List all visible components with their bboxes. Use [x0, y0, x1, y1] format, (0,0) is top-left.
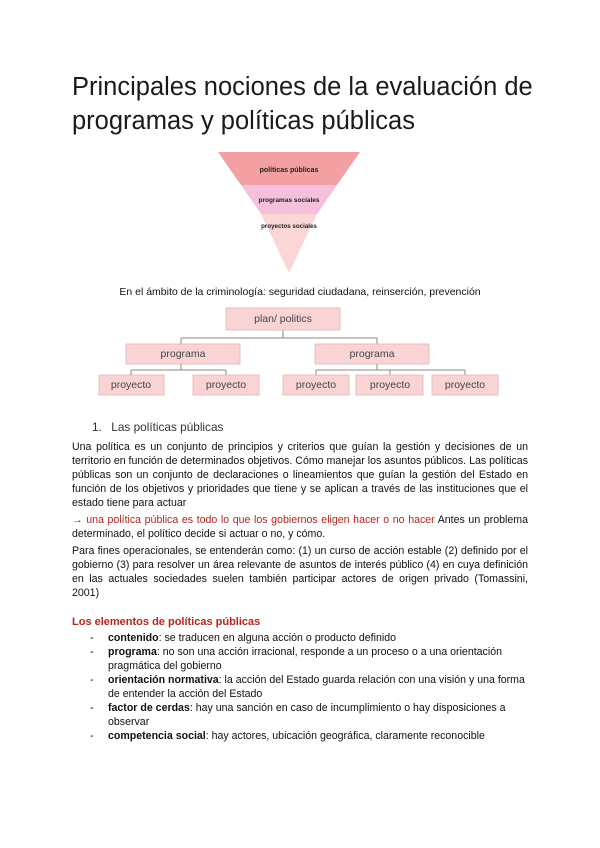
- elements-heading: Los elementos de políticas públicas: [72, 616, 261, 628]
- org-project-label-1: proyecto: [110, 379, 152, 391]
- org-program-label-1: programa: [160, 348, 206, 360]
- list-item: [72, 701, 528, 729]
- list-item: [72, 673, 528, 701]
- section-heading: [92, 420, 223, 434]
- list-item: [72, 631, 528, 645]
- element-text: : se traducen en alguna acción o producto definido: [158, 632, 396, 644]
- list-item: [72, 645, 528, 673]
- highlight-statement: → una política pública es todo lo que los gobiernos eligen hacer o no hacer: [72, 514, 435, 526]
- hierarchy-pyramid: [218, 152, 360, 274]
- bullet-dash: -: [90, 730, 94, 742]
- bullet-dash: -: [90, 646, 94, 658]
- bullet-dash: -: [90, 674, 94, 686]
- pyramid-label-programas: programas sociales: [258, 197, 320, 204]
- paragraph-operational: Para fines operacionales, se entenderán como: (1) un curso de acción estable (2) definido por el gobierno (3) para resolver un área relevante de asuntos de interés público (4) en cuya definición en las actuales sociedades suelen también participar actores de origen privado (Tomassini, 2001): [72, 545, 528, 599]
- element-term: factor de cerdas: [108, 702, 190, 714]
- list-item: [72, 729, 528, 743]
- section-number: 1.: [92, 420, 102, 434]
- elements-list: [72, 631, 528, 743]
- org-program-label-2: programa: [349, 348, 395, 360]
- element-term: orientación normativa: [108, 674, 219, 686]
- element-text: : hay una sanción en caso de incumplimiento o hay disposiciones a observar: [108, 702, 506, 728]
- org-project-label-4: proyecto: [369, 379, 411, 391]
- org-chart: [0, 300, 600, 400]
- paragraph-summary-rest: Antes un problema determinado, el político decide si actuar o no, y cómo.: [72, 514, 528, 540]
- page-title: Principales nociones de la evaluación de programas y políticas públicas: [72, 73, 533, 135]
- org-project-label-2: proyecto: [205, 379, 247, 391]
- element-term: programa: [108, 646, 157, 658]
- element-text: : no son una acción irracional, responde a un proceso o a una orientación pragmática del gobierno: [108, 646, 502, 672]
- element-term: contenido: [108, 632, 159, 644]
- org-root-label: plan/ politics: [254, 313, 312, 325]
- org-project-label-3: proyecto: [295, 379, 337, 391]
- element-text: : la acción del Estado guarda relación con una visión y una forma de entender la acción del Estado: [108, 674, 525, 700]
- element-term: competencia social: [108, 730, 206, 742]
- pyramid-label-politicas: políticas públicas: [259, 167, 319, 174]
- paragraph-summary: [72, 513, 528, 541]
- bullet-dash: -: [90, 632, 94, 644]
- criminology-caption: En el ámbito de la criminología: seguridad ciudadana, reinserción, prevención: [119, 286, 481, 298]
- pyramid-label-proyectos: proyectos sociales: [261, 223, 317, 230]
- bullet-dash: -: [90, 702, 94, 714]
- element-text: : hay actores, ubicación geográfica, claramente reconocible: [205, 730, 485, 742]
- org-project-label-5: proyecto: [444, 379, 486, 391]
- section-title: Las políticas públicas: [111, 420, 224, 434]
- paragraph-definition: Una política es un conjunto de principios y criterios que guían la gestión y decisiones de un territorio en función de determinados objetivos. Cómo manejar los asuntos públicos. Las políticas públicas son un conjunto de declaraciones o lineamientos que guían la gestión del Estado en función de los objetivos y prioridades que tiene y se aplican a través de las instituciones que el estado tiene para actuar: [72, 441, 528, 509]
